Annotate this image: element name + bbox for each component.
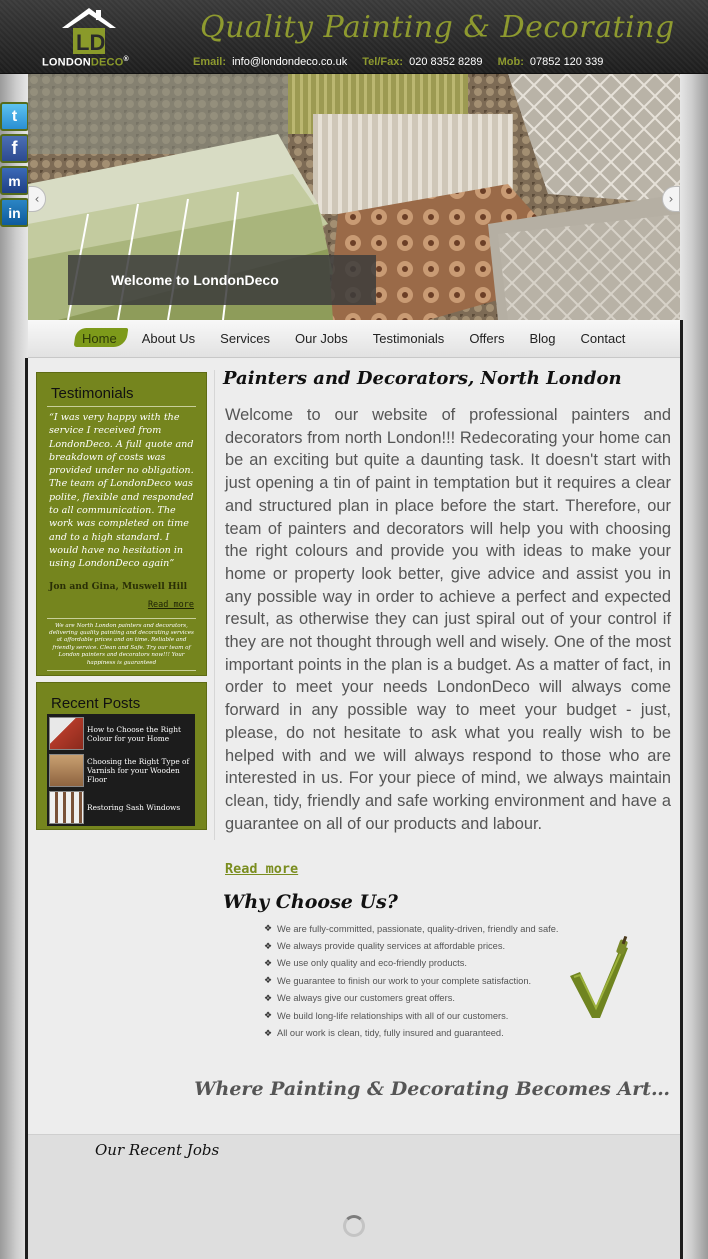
mob-label: Mob: [497,56,524,68]
page-title: Painters and Decorators, North London [223,368,622,389]
contact-bar [193,56,606,68]
logo-house-icon [62,6,116,54]
nav-services[interactable]: Services [220,331,271,346]
recent-post-item[interactable] [49,716,193,751]
slider-prev-button[interactable]: ‹ [28,186,46,212]
recent-post-item[interactable] [49,790,193,825]
company-blurb: We are North London painters and decorators, delivering quality painting and decorating services at affordable prices and on time. Reliable and friendly service. Clean and Safe. Try our team of London painters and decorators now!!! Your happiness is guaranteed [47,618,196,671]
recent-post-item[interactable] [49,753,193,788]
site-header [0,0,708,74]
nav-home[interactable]: Home [82,331,117,346]
email-label: Email: [193,56,227,68]
nav-contact[interactable]: Contact [580,331,626,346]
page-side-right [680,0,708,1259]
email-link[interactable]: info@londondeco.co.uk [232,56,348,68]
recent-posts-list [47,714,195,826]
main-nav [28,320,680,358]
post-title: How to Choose the Right Colour for your Home [87,724,182,743]
list-item: ❖ We are fully-committed, passionate, quality-driven, friendly and safe. [264,923,559,934]
post-title: Restoring Sash Windows [87,803,181,812]
recent-posts-widget [36,682,207,830]
bullet-icon: ❖ [264,1010,273,1021]
nav-about-us[interactable]: About Us [141,331,196,346]
list-item: ❖ We build long-life relationships with all of our customers. [264,1010,509,1021]
slogan: Where Painting & Decorating Becomes Art… [194,1078,670,1100]
post-thumbnail [49,717,84,750]
nav-blog[interactable]: Blog [529,331,556,346]
frame-left [25,358,28,1259]
nav-testimonials[interactable]: Testimonials [372,331,445,346]
list-item: ❖ We guarantee to finish our work to your complete satisfaction. [264,975,532,986]
intro-text: Welcome to our website of professional painters and decorators from north London!!! Redecorating your home can be an exciting but quite a daunting task. It doesn't start with just opening a tin of paint in temptation but it requires a clear and structured plan in place before the start. Therefore, our team of painters and decorators will help you with choosing the right colours and provide you with ideas to make your home or property look better, give advice and assist you in any possible way in order to achieve a perfect and expected result, as otherwise they can just spiral out of your control if they are not thought through well and wisely. One of the most important points in the plan is a budget. As a matter of fact, in order to meet your needs LondonDeco will always come forward in any possible way to meet your budget - just, please, do not hesitate to ask what you really wish to be helped with and we will always respond to those who are interested in us. For your piece of mind, we always maintain clean, tidy, friendly and safe working environment and have a guarantee on all of our products and labour. [225,406,671,833]
site-logo[interactable] [42,4,138,70]
site-tagline: Quality Painting & Decorating [200,10,675,45]
tel-number[interactable]: 020 8352 8289 [409,56,483,68]
nav-our-jobs[interactable]: Our Jobs [295,331,348,346]
nav-offers[interactable]: Offers [469,331,505,346]
bullet-icon: ❖ [264,992,273,1003]
linkedin-icon[interactable]: in [0,198,29,227]
recent-jobs-title: Our Recent Jobs [95,1141,220,1159]
mob-number[interactable]: 07852 120 339 [529,56,604,68]
logo-wordmark: LONDONDECO® [42,56,129,69]
list-item: ❖ All our work is clean, tidy, fully insured and guaranteed. [264,1027,504,1039]
twitter-icon[interactable]: t [0,102,29,131]
bullet-icon: ❖ [264,975,273,986]
testimonials-widget [36,372,207,676]
post-title: Choosing the Right Type of Varnish for your Wooden Floor [87,757,190,784]
read-more-link[interactable]: Read more [225,861,299,877]
post-thumbnail [49,754,84,787]
main-content [28,358,680,1134]
svg-text:LD: LD [76,30,106,54]
bullet-icon: ❖ [264,940,273,951]
loading-spinner-icon [343,1215,365,1237]
checkmark-brush-icon [566,936,636,1022]
testimonial-author: Jon and Gina, Muswell Hill [49,580,188,592]
recent-posts-title: Recent Posts [51,695,141,712]
myspace-icon[interactable]: m [0,166,29,195]
why-choose-us-title: Why Choose Us? [223,891,398,913]
list-item: ❖ We always give our customers great offers. [264,992,455,1004]
list-item: ❖ We always provide quality services at affordable prices. [264,940,506,952]
why-choose-us-list [264,920,558,1042]
testimonials-title: Testimonials [51,385,134,402]
bullet-icon: ❖ [264,1027,273,1038]
facebook-icon[interactable]: f [0,134,29,163]
testimonial-quote: “I was very happy with the service I received from LondonDeco. A full quote and breakdown of costs was provided under no obligation. The team of LondonDeco was polite, flexible and responded to all communication. The work was completed on time and to a high standard. I would have no hesitation in using LondonDeco again” [49,412,194,570]
bullet-icon: ❖ [264,923,273,934]
bullet-icon: ❖ [264,957,273,968]
recent-jobs-section [28,1134,680,1259]
frame-right [680,320,683,1259]
slider-caption: Welcome to LondonDeco [68,255,376,305]
social-bar [0,102,30,230]
testimonial-read-more-link[interactable]: Read more [147,599,194,610]
tel-label: Tel/Fax: [362,56,404,68]
divider [47,406,196,407]
column-divider [214,370,215,840]
slider-next-button[interactable]: › [662,186,680,212]
list-item: ❖ We use only quality and eco-friendly products. [264,957,468,969]
post-thumbnail [49,791,84,824]
hero-slider[interactable] [28,74,680,320]
